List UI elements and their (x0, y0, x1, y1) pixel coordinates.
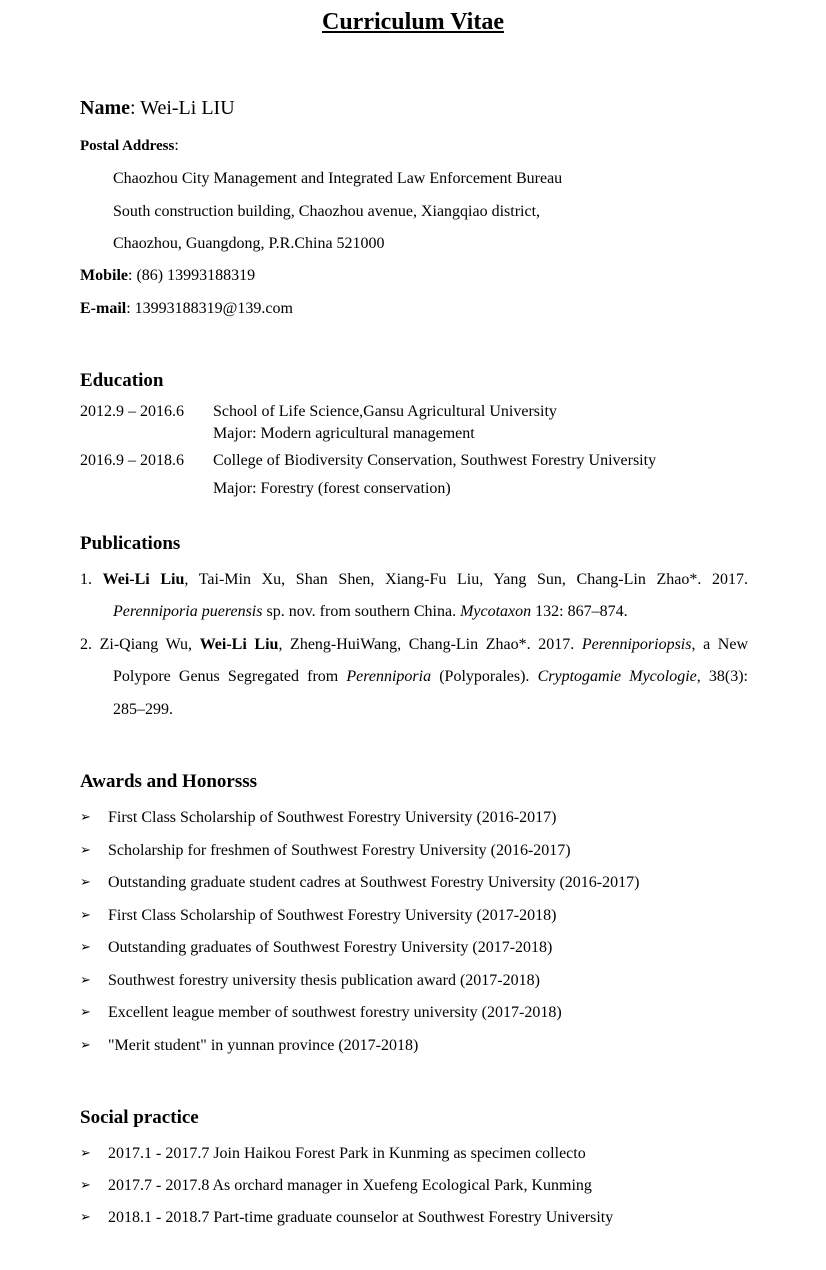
mobile-line (80, 267, 255, 285)
award-item-6: Southwest forestry university thesis publication award (2017-2018) (108, 972, 540, 989)
social-item-1: 2017.1 - 2017.7 Join Haikou Forest Park in Kunming as specimen collecto (108, 1145, 586, 1162)
publications-heading: Publications (80, 533, 181, 554)
education-dates-1: 2012.9 – 2016.6 (80, 403, 184, 420)
bullet-icon: ➢ (80, 843, 91, 858)
name-line (80, 97, 235, 120)
publication-2-authors: , Zheng-HuiWang, Chang-Lin Zhao*. 2017. (278, 636, 582, 653)
mobile-value: : (86) 13993188319 (128, 267, 256, 284)
education-institution-1: School of Life Science,Gansu Agricultural University (213, 403, 557, 420)
publication-2-number: 2. (80, 636, 100, 653)
bullet-icon: ➢ (80, 1210, 91, 1225)
postal-address-label: Postal Address (80, 138, 175, 154)
award-item-2: Scholarship for freshmen of Southwest Forestry University (2016-2017) (108, 842, 571, 859)
postal-address-colon: : (174, 137, 179, 154)
bullet-icon: ➢ (80, 1146, 91, 1161)
page-title: Curriculum Vitae (322, 9, 504, 35)
award-item-5: Outstanding graduates of Southwest Forestry University (2017-2018) (108, 939, 553, 956)
publication-1-pages: 132: 867–874. (531, 603, 628, 620)
address-line-3: Chaozhou, Guangdong, P.R.China 521000 (113, 235, 385, 252)
publication-2-title-b: Polypore Genus Segregated from (113, 668, 347, 685)
bullet-icon: ➢ (80, 908, 91, 923)
publication-2-line-2 (113, 668, 748, 686)
bullet-icon: ➢ (80, 810, 91, 825)
address-line-2: South construction building, Chaozhou avenue, Xiangqiao district, (113, 203, 541, 220)
publication-2-journal: Cryptogamie Mycologie (537, 668, 697, 685)
education-major-2: Major: Forestry (forest conservation) (213, 480, 451, 497)
postal-address-label-line (80, 137, 179, 155)
publication-1-journal: Mycotaxon (460, 603, 532, 620)
publication-2-first-author: Zi-Qiang Wu, (99, 636, 200, 653)
name-value: : Wei-Li LIU (129, 97, 235, 119)
awards-heading: Awards and Honorsss (80, 771, 258, 792)
email-value: : 13993188319@139.com (126, 300, 293, 317)
bullet-icon: ➢ (80, 940, 91, 955)
education-institution-2: College of Biodiversity Conservation, Southwest Forestry University (213, 452, 657, 469)
publication-2-highlight-author: Wei-Li Liu (199, 636, 279, 653)
publication-2-title-c: (Polyporales). (431, 668, 538, 685)
education-dates-2: 2016.9 – 2018.6 (80, 452, 184, 469)
bullet-icon: ➢ (80, 1038, 91, 1053)
award-item-8: "Merit student" in yunnan province (2017-2018) (108, 1037, 419, 1054)
award-item-1: First Class Scholarship of Southwest Forestry University (2016-2017) (108, 809, 557, 826)
publication-1-number: 1. (80, 571, 103, 588)
publication-2-genus-2: Perenniporia (346, 668, 432, 685)
social-practice-heading: Social practice (80, 1107, 199, 1128)
publication-1-line-2 (113, 603, 628, 621)
name-label: Name (80, 97, 130, 119)
award-item-3: Outstanding graduate student cadres at Southwest Forestry University (2016-2017) (108, 874, 640, 891)
publication-2-line-1 (80, 636, 748, 654)
email-label: E-mail (80, 300, 127, 317)
education-heading: Education (80, 370, 164, 391)
publication-1-authors: , Tai-Min Xu, Shan Shen, Xiang-Fu Liu, Yang Sun, Chang-Lin Zhao*. 2017. (184, 571, 748, 588)
bullet-icon: ➢ (80, 875, 91, 890)
social-item-2: 2017.7 - 2017.8 As orchard manager in Xuefeng Ecological Park, Kunming (108, 1177, 592, 1194)
award-item-4: First Class Scholarship of Southwest Forestry University (2017-2018) (108, 907, 557, 924)
bullet-icon: ➢ (80, 973, 91, 988)
award-item-7: Excellent league member of southwest forestry university (2017-2018) (108, 1004, 562, 1021)
education-major-1: Major: Modern agricultural management (213, 425, 475, 442)
bullet-icon: ➢ (80, 1005, 91, 1020)
publication-2-title-a: , a New (691, 636, 749, 653)
social-item-3: 2018.1 - 2018.7 Part-time graduate counselor at Southwest Forestry University (108, 1209, 614, 1226)
publication-2-volume: , 38(3): (696, 668, 748, 685)
publication-2-genus: Perenniporiopsis (581, 636, 692, 653)
publication-2-pages: 285–299. (113, 701, 173, 718)
email-line (80, 300, 293, 318)
bullet-icon: ➢ (80, 1178, 91, 1193)
publication-1-line-1 (80, 571, 748, 589)
publication-1-highlight-author: Wei-Li Liu (102, 571, 185, 588)
publication-1-species: Perenniporia puerensis (113, 603, 263, 620)
publication-1-title: sp. nov. from southern China. (262, 603, 461, 620)
mobile-label: Mobile (80, 267, 128, 284)
address-line-1: Chaozhou City Management and Integrated Law Enforcement Bureau (113, 170, 563, 187)
